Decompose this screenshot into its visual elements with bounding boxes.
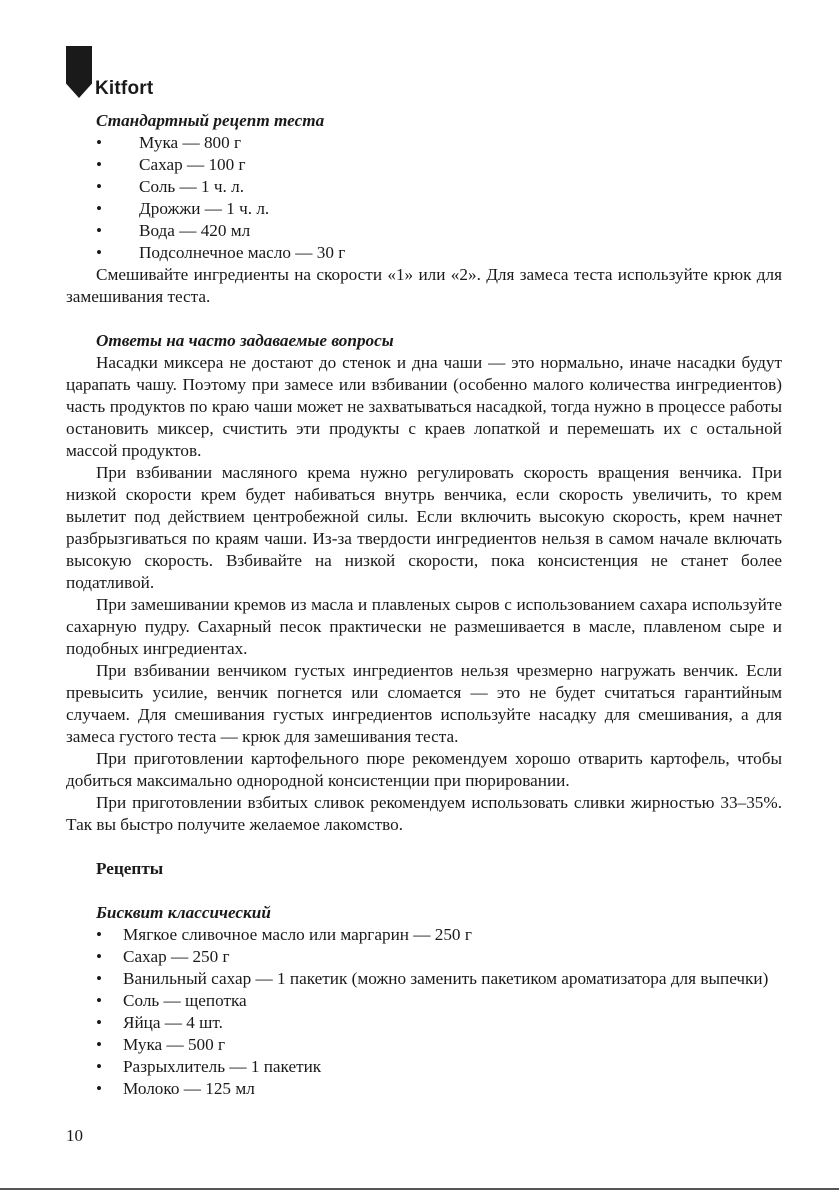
list-item: • Мягкое сливочное масло или маргарин — 250 г [96, 924, 782, 946]
biscuit-recipe-title: Бисквит классический [96, 903, 271, 922]
faq-paragraph: Насадки миксера не достают до стенок и дна чаши — это нормально, иначе насадки будут царапать чашу. Поэтому при замесе или взбивании (особенно малого количества ингредиентов) часть продуктов по краю чаши может не захватываться насадкой, тогда нужно в процессе работы остановить миксер, счистить эти продукты с краев лопаткой и перемешать их с остальной массой продуктов. [66, 353, 782, 460]
faq-paragraph: При приготовлении картофельного пюре рекомендуем хорошо отварить картофель, чтобы добиться максимально однородной консистенции при пюрировании. [66, 749, 782, 790]
biscuit-ingredients-list [66, 924, 782, 1100]
kitfort-logo [66, 46, 153, 98]
faq-title: Ответы на часто задаваемые вопросы [96, 331, 394, 350]
kitfort-logo-icon [66, 46, 92, 98]
list-item: • Дрожжи — 1 ч. л. [96, 198, 782, 220]
list-item: • Мука — 800 г [96, 132, 782, 154]
faq-paragraph: При взбивании венчиком густых ингредиентов нельзя чрезмерно нагружать венчик. Если превысить усилие, венчик погнется или сломается — это не будет считаться гарантийным случаем. Для смешивания густых ингредиентов используйте насадку для смешивания, а для замеса густого теста — крюк для замешивания теста. [66, 661, 782, 746]
list-item: • Разрыхлитель — 1 пакетик [96, 1056, 782, 1078]
standard-recipe-note: Смешивайте ингредиенты на скорости «1» или «2». Для замеса теста используйте крюк для замешивания теста. [66, 265, 782, 306]
list-item: • Яйца — 4 шт. [96, 1012, 782, 1034]
standard-recipe-title: Стандартный рецепт теста [96, 111, 325, 130]
page-content [66, 110, 782, 1100]
recipes-title: Рецепты [96, 859, 164, 878]
list-item: • Соль — щепотка [96, 990, 782, 1012]
page-number: 10 [66, 1126, 83, 1145]
logo-text: Kitfort [95, 78, 154, 99]
faq-paragraph: При замешивании кремов из масла и плавленых сыров с использованием сахара используйте сахарную пудру. Сахарный песок практически не размешивается в масле, плавленом сыре и подобных ингредиентах. [66, 595, 782, 658]
list-item: • Молоко — 125 мл [96, 1078, 782, 1100]
list-item: • Сахар — 250 г [96, 946, 782, 968]
list-item: • Вода — 420 мл [96, 220, 782, 242]
list-item: • Мука — 500 г [96, 1034, 782, 1056]
list-item: • Сахар — 100 г [96, 154, 782, 176]
faq-paragraph: При приготовлении взбитых сливок рекомендуем использовать сливки жирностью 33–35%. Так вы быстро получите желаемое лакомство. [66, 793, 782, 834]
list-item: • Ванильный сахар — 1 пакетик (можно заменить пакетиком ароматизатора для выпечки) [96, 968, 782, 990]
faq-paragraph: При взбивании масляного крема нужно регулировать скорость вращения венчика. При низкой скорости крем будет набиваться внутрь венчика, если скорость увеличить, то крем вылетит под действием центробежной силы. Если включить высокую скорость, крем начнет разбрызгиваться по краям чаши. Из-за твердости ингредиентов нельзя в самом начале включать высокую скорость. Взбивайте на низкой скорости, пока консистенция не станет более податливой. [66, 463, 782, 592]
list-item: • Соль — 1 ч. л. [96, 176, 782, 198]
standard-ingredients-list [66, 132, 782, 264]
bottom-divider [0, 1188, 839, 1190]
list-item: • Подсолнечное масло — 30 г [96, 242, 782, 264]
